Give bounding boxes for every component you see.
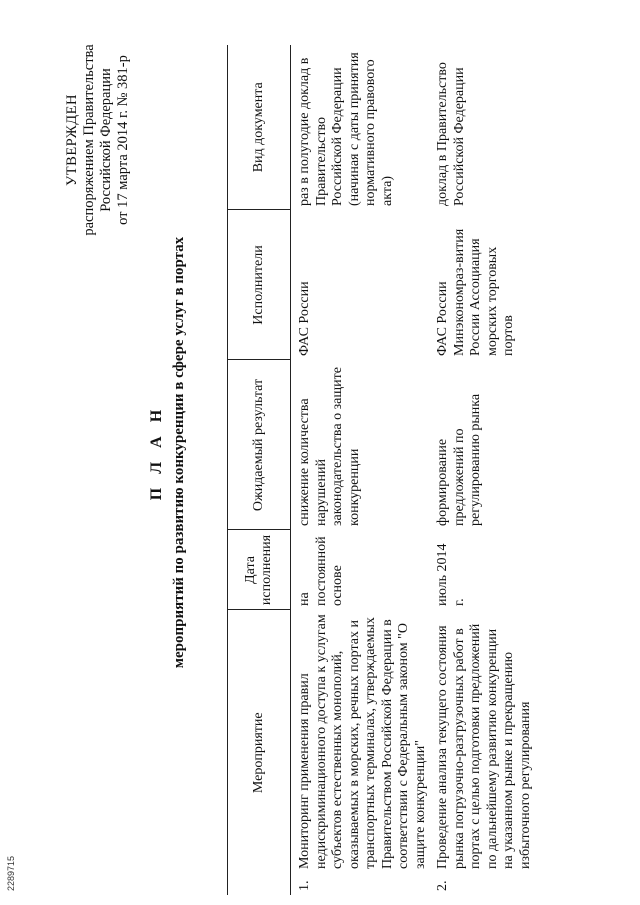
column-header-doc-type: Вид документа	[228, 45, 291, 210]
date-cell: на постоянной основе	[297, 536, 345, 606]
column-header-result: Ожидаемый результат	[228, 360, 291, 530]
column-header-executors: Исполнители	[228, 210, 291, 360]
event-text: Мониторинг применения правил недискриминационного доступа к услугам субъектов естественных монополий, оказываемых в морских, речных портах и транспортных терминалах, утверждаемых Правительством Российской Федерации в соответствии с Федеральным законом "О защите конкуренции"	[297, 614, 428, 869]
approval-line: Российской Федерации	[98, 68, 114, 212]
approval-line: распоряжением Правительства	[81, 44, 97, 236]
plan-heading: П Л А Н	[148, 404, 165, 501]
result-cell: формирование предложений по регулированию рынка	[435, 393, 483, 526]
result-cell: снижение количества нарушений законодательства о защите конкуренции	[297, 367, 362, 526]
approval-block	[64, 30, 132, 250]
table-row	[291, 45, 430, 895]
executors-cell: ФАС России	[297, 281, 312, 356]
column-header-date: Дата исполнения	[228, 530, 291, 610]
column-header-event: Мероприятие	[228, 610, 291, 895]
plan-subheading: мероприятий по развитию конкуренции в сфере услуг в портах	[171, 236, 187, 669]
plan-table	[227, 45, 534, 895]
table-header-row	[228, 45, 291, 895]
table-row	[429, 45, 534, 895]
event-text: Проведение анализа текущего состояния рынка погрузочно-разгрузочных работ в портах с целью подготовки предложений по дальнейшему развитию конкуренции на указанном рынке и прекращению избыточного регулирования	[435, 623, 533, 869]
approval-heading: УТВЕРЖДЕН	[64, 94, 80, 186]
approval-date: от 17 марта 2014 г. № 381-р	[115, 55, 131, 225]
event-cell	[291, 610, 430, 895]
document-title	[146, 0, 190, 905]
doc-type-cell: доклад в Правительство Российской Федерации	[435, 62, 467, 206]
row-number: 2.	[435, 880, 450, 891]
event-cell	[429, 610, 534, 895]
document-code: 2289715	[6, 855, 16, 891]
doc-type-cell: раз в полугодие доклад в Правительство Российской Федерации (начиная с даты принятия нормативного правового акта)	[297, 52, 395, 206]
row-number: 1.	[297, 880, 312, 891]
date-cell: июль 2014 г.	[435, 543, 467, 606]
executors-cell: ФАС России Минэкономраз-вития России Ассоциация морских торговых портов	[435, 228, 516, 356]
